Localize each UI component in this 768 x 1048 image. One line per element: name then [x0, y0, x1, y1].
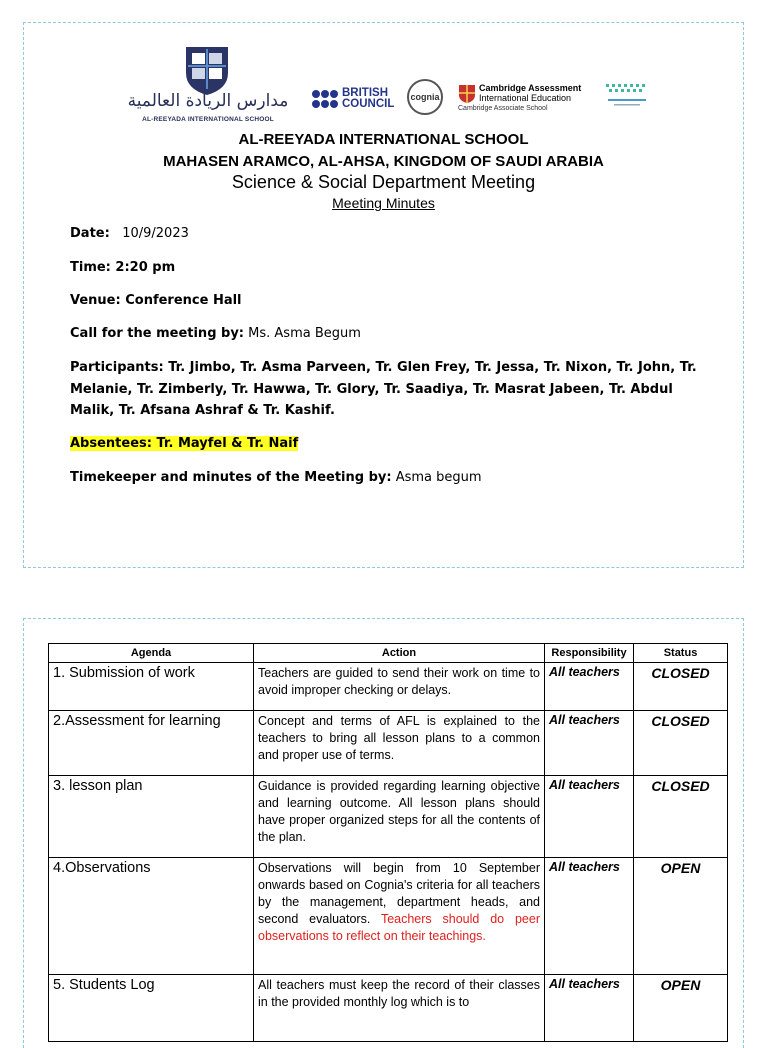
school-title: AL-REEYADA INTERNATIONAL SCHOOL [238, 131, 529, 148]
responsibility-cell: All teachers [545, 663, 634, 711]
call-line [70, 326, 361, 341]
call-label: Call for the meeting by: [70, 326, 245, 341]
status-cell: CLOSED [634, 711, 728, 776]
british-council-text [342, 88, 394, 110]
school-arabic-name: مدارس الريادة العالمية [127, 91, 289, 111]
school-address: MAHASEN ARAMCO, AL-AHSA, KINGDOM OF SAUDI ARABIA [163, 153, 604, 170]
table-row [49, 975, 728, 1042]
status-cell: OPEN [634, 975, 728, 1042]
date-label: Date: [70, 226, 110, 241]
action-text: Concept and terms of AFL is explained to the teachers to bring all lesson plans to a common and proper use of terms. [258, 714, 540, 762]
participants-text: Participants: Tr. Jimbo, Tr. Asma Parveen, Tr. Glen Frey, Tr. Jessa, Tr. Nixon, Tr. John, Tr. Melanie, Tr. Zimberly, Tr. Hawwa, Tr. Glory, Tr. Saadiya, Tr. Masrat Jabeen, Tr. Abdul Malik, Tr. Afsana Ashraf & Tr. Kashif. [70, 360, 697, 418]
header-action: Action [254, 644, 545, 663]
responsibility-cell: All teachers [545, 711, 634, 776]
agenda-cell: 2.Assessment for learning [49, 711, 254, 776]
responsibility-cell: All teachers [545, 776, 634, 858]
agenda-table [48, 643, 728, 1042]
agenda-cell: 4.Observations [49, 858, 254, 975]
venue-label: Venue: Conference Hall [70, 293, 242, 308]
table-header-row [49, 644, 728, 663]
header-responsibility: Responsibility [545, 644, 634, 663]
timekeeper-label: Timekeeper and minutes of the Meeting by: [70, 470, 392, 485]
date-line [70, 226, 189, 241]
status-cell: CLOSED [634, 663, 728, 711]
british-council-line1: BRITISH [342, 87, 388, 99]
time-label: Time: 2:20 pm [70, 260, 176, 275]
action-cell [254, 975, 545, 1042]
cambridge-line3: Cambridge Associate School [458, 105, 548, 112]
action-text: Teachers are guided to send their work on time to avoid improper checking or delays. [258, 666, 540, 697]
agenda-cell: 3. lesson plan [49, 776, 254, 858]
action-cell [254, 663, 545, 711]
table-row [49, 711, 728, 776]
action-text: Observations will begin from 10 September onwards based on Cognia's criteria for all teachers by the management, department heads, and second evaluators. [258, 861, 540, 926]
timekeeper-line [70, 470, 482, 485]
cambridge-line1: Cambridge Assessment [479, 83, 582, 93]
shield-icon [184, 45, 230, 97]
status-cell: CLOSED [634, 776, 728, 858]
table-row [49, 776, 728, 858]
british-council-dots-icon [312, 89, 338, 109]
table-row [49, 663, 728, 711]
table-row [49, 858, 728, 975]
venue-line [70, 293, 242, 308]
absentees-text: Absentees: Tr. Mayfel & Tr. Naif [70, 436, 299, 451]
header-agenda: Agenda [49, 644, 254, 663]
participants-line [70, 357, 710, 422]
page-2 [23, 618, 744, 1048]
cambridge-crest-icon [458, 84, 476, 104]
date-value: 10/9/2023 [122, 226, 189, 241]
absentees-line [70, 436, 298, 451]
responsibility-cell: All teachers [545, 858, 634, 975]
action-text: All teachers must keep the record of their classes in the provided monthly log which is to [258, 978, 540, 1009]
header-status: Status [634, 644, 728, 663]
status-cell: OPEN [634, 858, 728, 975]
school-english-name: AL-REEYADA INTERNATIONAL SCHOOL [142, 116, 274, 123]
page-1 [23, 22, 744, 568]
agenda-cell: 1. Submission of work [49, 663, 254, 711]
call-value: Ms. Asma Begum [248, 326, 361, 341]
action-cell [254, 858, 545, 975]
time-line [70, 260, 175, 275]
timekeeper-value: Asma begum [395, 470, 482, 485]
action-cell [254, 711, 545, 776]
logo-row [24, 43, 743, 131]
action-cell [254, 776, 545, 858]
agenda-cell: 5. Students Log [49, 975, 254, 1042]
ministry-logo-icon [602, 81, 652, 111]
responsibility-cell: All teachers [545, 975, 634, 1042]
action-red-text: Teachers should do peer observations to reflect on their teachings. [258, 912, 540, 943]
school-logo [108, 45, 308, 131]
cambridge-line2: International Education [479, 93, 572, 103]
document-subtitle: Meeting Minutes [332, 195, 435, 211]
action-text: Guidance is provided regarding learning objective and learning outcome. All lesson plans should have proper organized steps for all the contents of the plan. [258, 779, 540, 844]
department-title: Science & Social Department Meeting [231, 172, 536, 192]
british-council-line2: COUNCIL [342, 98, 395, 110]
cognia-logo: cognia [407, 79, 443, 115]
